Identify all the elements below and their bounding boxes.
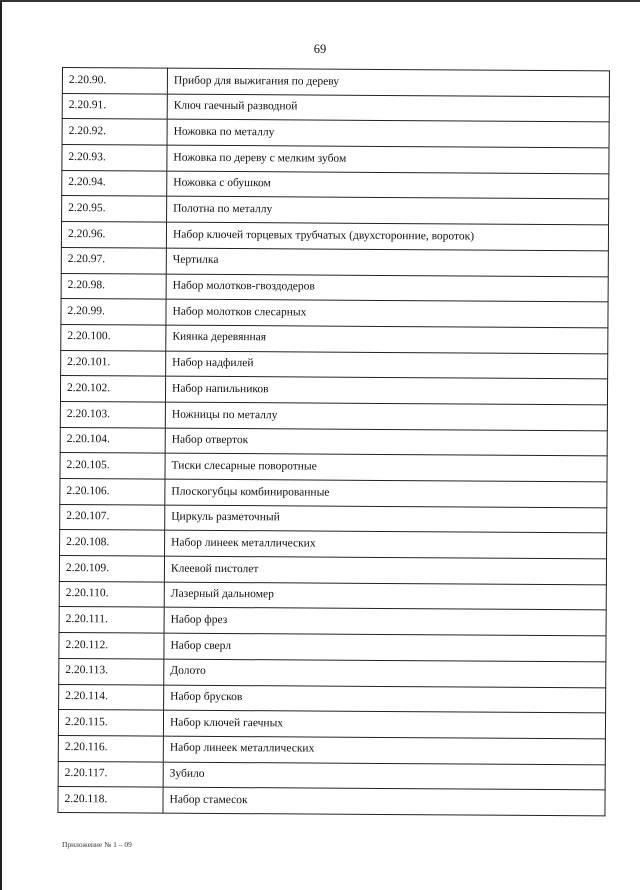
item-name: Набор сверл: [164, 633, 606, 661]
table-row: [61, 222, 608, 251]
item-name: Набор отверток: [165, 428, 607, 456]
item-code: 2.20.113.: [59, 658, 164, 684]
table-row: [61, 273, 608, 302]
item-name: Ножницы по металлу: [165, 402, 607, 430]
table-row: [60, 453, 607, 482]
item-code: 2.20.107.: [60, 504, 165, 530]
item-name: Лазерный дальномер: [164, 582, 606, 610]
table-row: [62, 93, 609, 122]
table-row: [58, 735, 605, 764]
item-code: 2.20.104.: [60, 427, 165, 453]
table-row: [58, 761, 605, 790]
item-code: 2.20.100.: [61, 324, 166, 350]
table-row: [59, 684, 606, 713]
item-code: 2.20.114.: [59, 684, 164, 710]
item-name: Набор стамесок: [163, 787, 605, 815]
page-number: 69: [313, 42, 327, 56]
item-code: 2.20.96.: [61, 222, 166, 248]
table-row: [62, 145, 609, 174]
item-code: 2.20.109.: [59, 556, 164, 582]
item-code: 2.20.93.: [62, 145, 167, 171]
item-name: Плоскогубцы комбинированные: [165, 479, 607, 507]
table-row: [62, 170, 609, 199]
item-name: Набор молотков-гвоздодеров: [166, 274, 608, 302]
table-row: [59, 581, 606, 610]
item-code: 2.20.91.: [62, 93, 167, 119]
table-row: [61, 324, 608, 353]
item-name: Ножовка по металлу: [167, 120, 609, 148]
item-code: 2.20.117.: [58, 761, 163, 787]
item-code: 2.20.99.: [61, 299, 166, 325]
item-code: 2.20.101.: [61, 350, 166, 376]
table-row: [59, 556, 606, 585]
item-code: 2.20.98.: [61, 273, 166, 299]
equipment-table: [57, 67, 610, 816]
item-code: 2.20.115.: [58, 710, 163, 736]
item-name: Прибор для выжигания по дереву: [167, 68, 609, 96]
item-code: 2.20.97.: [61, 247, 166, 273]
item-name: Циркуль разметочный: [165, 505, 607, 533]
item-name: Ключ гаечный разводной: [167, 94, 609, 122]
item-code: 2.20.95.: [62, 196, 167, 222]
table-row: [60, 427, 607, 456]
item-name: Полотна по металлу: [167, 197, 609, 225]
table-row: [60, 401, 607, 430]
item-code: 2.20.106.: [60, 478, 165, 504]
table-row: [60, 504, 607, 533]
table-row: [60, 376, 607, 405]
item-code: 2.20.110.: [59, 581, 164, 607]
table-row: [62, 196, 609, 225]
item-name: Набор фрез: [164, 608, 606, 636]
item-name: Набор ключей гаечных: [163, 710, 605, 738]
table-body: [58, 68, 610, 816]
item-code: 2.20.116.: [58, 735, 163, 761]
item-name: Набор линеек металлических: [163, 736, 605, 764]
item-name: Зубило: [163, 762, 605, 790]
table-row: [61, 247, 608, 276]
item-code: 2.20.118.: [58, 787, 163, 813]
table-row: [58, 710, 605, 739]
item-name: Набор брусков: [164, 685, 606, 713]
item-name: Чертилка: [166, 248, 608, 276]
item-name: Набор напильников: [165, 376, 607, 404]
item-code: 2.20.92.: [62, 119, 167, 145]
item-name: Набор ключей торцевых трубчатых (двухсторонние, вороток): [166, 222, 608, 250]
item-code: 2.20.94.: [62, 170, 167, 196]
item-code: 2.20.105.: [60, 453, 165, 479]
table-row: [60, 530, 607, 559]
item-name: Набор молотков слесарных: [166, 299, 608, 327]
item-name: Клеевой пистолет: [164, 556, 606, 584]
item-code: 2.20.102.: [60, 376, 165, 402]
footer-note: Приложение № 1 – 09: [62, 840, 132, 849]
item-name: Тиски слесарные поворотные: [165, 453, 607, 481]
table-row: [58, 787, 605, 816]
item-code: 2.20.103.: [60, 401, 165, 427]
item-name: Ножовка с обушком: [167, 171, 609, 199]
page-edge-left: [0, 0, 2, 890]
item-name: Ножовка по дереву с мелким зубом: [167, 145, 609, 173]
table-row: [62, 68, 609, 97]
page-edge-top: [0, 0, 640, 2]
item-name: Киянка деревянная: [166, 325, 608, 353]
item-code: 2.20.108.: [60, 530, 165, 556]
table-row: [59, 658, 606, 687]
table-row: [60, 478, 607, 507]
table-row: [62, 119, 609, 148]
table-row: [59, 633, 606, 662]
item-code: 2.20.112.: [59, 633, 164, 659]
table-row: [61, 299, 608, 328]
item-name: Долото: [164, 659, 606, 687]
item-name: Набор линеек металлических: [165, 531, 607, 559]
item-code: 2.20.111.: [59, 607, 164, 633]
item-code: 2.20.90.: [62, 68, 167, 94]
table-row: [59, 607, 606, 636]
table-row: [61, 350, 608, 379]
item-name: Набор надфилей: [166, 351, 608, 379]
